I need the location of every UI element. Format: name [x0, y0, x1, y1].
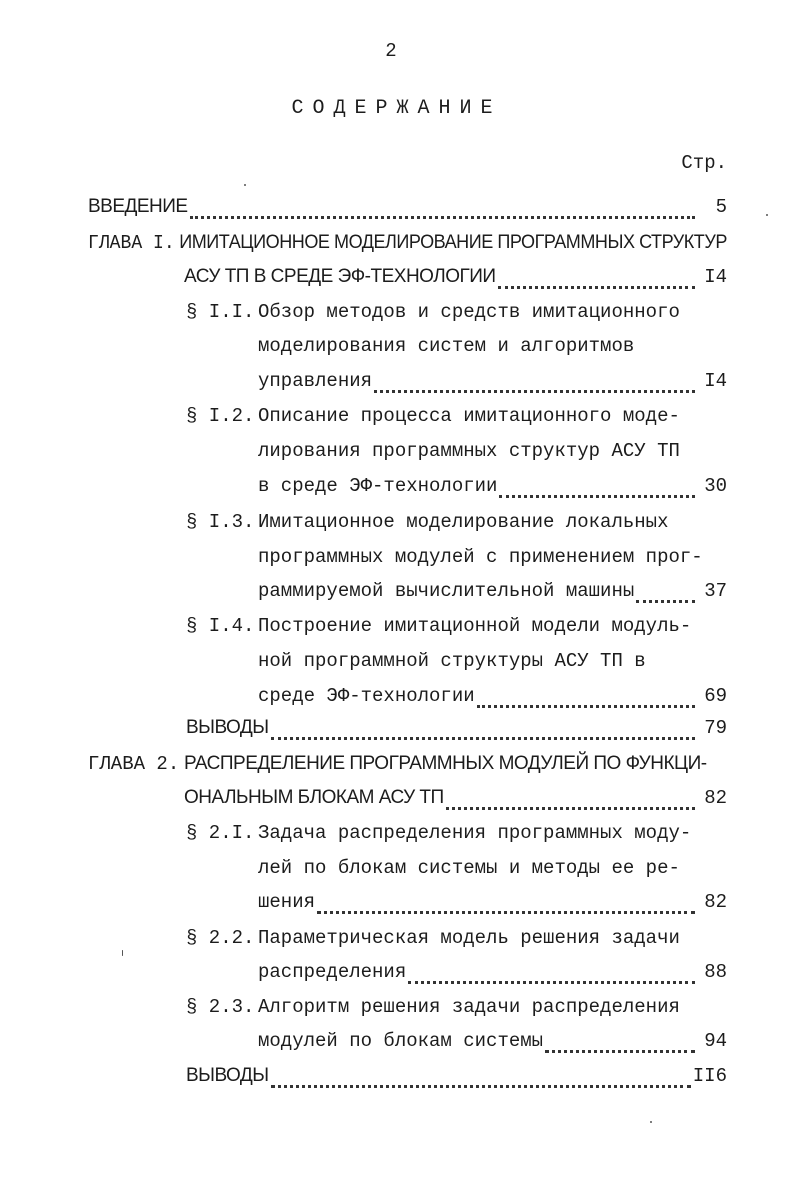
toc-entry-intro: [88, 195, 727, 219]
dot-leader: [636, 590, 695, 603]
section-title-cont: среде ЭФ-технологии: [258, 685, 475, 707]
toc-section-1-2-line2: [258, 439, 680, 463]
section-title: Имитационное моделирование локальных: [258, 511, 669, 533]
toc-section-2-1-line3: [258, 890, 727, 914]
section-title: Параметрическая модель решения задачи: [258, 927, 680, 949]
section-title-cont: шения: [258, 891, 316, 913]
toc-heading: СОДЕРЖАНИЕ: [291, 97, 502, 120]
section-title: Алгоритм решения задачи распределения: [258, 996, 680, 1018]
dot-leader: [190, 206, 695, 219]
section-title: Описание процесса имитационного моде-: [258, 405, 680, 427]
dot-leader: [545, 1040, 695, 1053]
dot-leader: [271, 727, 695, 740]
toc-chapter-1-conclusions: [186, 716, 727, 740]
section-title-cont: лирования программных структур АСУ ТП: [258, 440, 680, 462]
section-title-cont: управления: [258, 370, 373, 392]
toc-section-1-3-line2: [258, 545, 703, 569]
toc-section-1-1-line2: [258, 334, 634, 358]
toc-section-2-2: [186, 926, 680, 950]
toc-chapter-2-line2: [184, 786, 727, 810]
chapter-title-cont: ОНАЛЬНЫМ БЛОКАМ АСУ ТП: [184, 787, 444, 808]
section-number: § I.I.: [186, 301, 255, 323]
toc-chapter-1-line2: [184, 265, 727, 289]
toc-page-number: II6: [692, 1065, 727, 1087]
section-title-cont: моделирования систем и алгоритмов: [258, 335, 635, 357]
conclusions-title: ВЫВОДЫ: [186, 1065, 269, 1086]
section-title: Построение имитационной модели модуль-: [258, 615, 692, 637]
toc-page-number: I4: [704, 266, 727, 288]
section-title: Задача распределения программных моду-: [258, 822, 692, 844]
chapter-title-cont: АСУ ТП В СРЕДЕ ЭФ-ТЕХНОЛОГИИ: [184, 266, 496, 287]
dot-leader: [498, 276, 695, 289]
toc-section-1-3-line3: [258, 579, 727, 603]
scan-speck: [244, 184, 246, 186]
toc-section-1-4-line2: [258, 649, 646, 673]
scan-speck: [122, 950, 123, 956]
section-title-cont: ной программной структуры АСУ ТП в: [258, 650, 646, 672]
toc-page-number: 69: [704, 685, 727, 707]
dot-leader: [499, 485, 695, 498]
toc-section-1-2: [186, 404, 680, 428]
conclusions-title: ВЫВОДЫ: [186, 717, 269, 738]
section-title-cont: распределения: [258, 961, 407, 983]
toc-section-1-4: [186, 614, 691, 638]
toc-page-number: I4: [704, 370, 727, 392]
dot-leader: [317, 901, 695, 914]
section-title-cont: лей по блокам системы и методы ее ре-: [258, 857, 680, 879]
toc-page-number: 94: [704, 1030, 727, 1052]
toc-section-2-1-line2: [258, 856, 680, 880]
toc-page-number: 82: [704, 891, 727, 913]
section-title-cont: в среде ЭФ-технологии: [258, 475, 498, 497]
toc-page-number: 30: [704, 475, 727, 497]
toc-section-2-2-line2: [258, 960, 727, 984]
toc-page-number: 79: [704, 717, 727, 739]
dot-leader: [408, 971, 695, 984]
dot-leader: [477, 695, 695, 708]
section-number: § I.3.: [186, 511, 255, 533]
toc-chapter-2-line1: [88, 752, 707, 776]
page-number: 2: [385, 40, 397, 62]
toc-chapter-2-conclusions: [186, 1064, 727, 1088]
chapter-number: ГЛАВА 2.: [88, 753, 180, 775]
toc-section-1-4-line3: [258, 684, 727, 708]
toc-page-number: 5: [715, 196, 727, 218]
toc-entry-title: ВВЕДЕНИЕ: [88, 196, 188, 217]
chapter-title: ИМИТАЦИОННОЕ МОДЕЛИРОВАНИЕ ПРОГРАММНЫХ СТРУКТУР: [179, 232, 727, 253]
scan-speck: [766, 214, 768, 216]
dot-leader: [446, 797, 695, 810]
toc-chapter-1-line1: [88, 231, 727, 255]
chapter-title: РАСПРЕДЕЛЕНИЕ ПРОГРАММНЫХ МОДУЛЕЙ ПО ФУНКЦИ-: [184, 753, 707, 774]
section-title-cont: программных модулей с применением прог-: [258, 546, 703, 568]
section-number: § I.4.: [186, 615, 255, 637]
section-number: § 2.I.: [186, 822, 255, 844]
section-number: § I.2.: [186, 405, 255, 427]
dot-leader: [271, 1075, 691, 1088]
toc-page-number: 82: [704, 787, 727, 809]
toc-section-2-3-line2: [258, 1029, 727, 1053]
chapter-number: ГЛАВА I.: [88, 232, 175, 254]
toc-section-1-3: [186, 510, 668, 534]
toc-section-1-1-line3: [258, 369, 727, 393]
page-column-label: Стр.: [681, 152, 727, 174]
dot-leader: [374, 380, 695, 393]
toc-section-2-3: [186, 995, 680, 1019]
section-title-cont: модулей по блокам системы: [258, 1030, 544, 1052]
toc-section-1-1: [186, 300, 680, 324]
toc-section-2-1: [186, 821, 691, 845]
scan-speck: [650, 1121, 652, 1123]
section-number: § 2.2.: [186, 927, 255, 949]
toc-section-1-2-line3: [258, 474, 727, 498]
section-number: § 2.3.: [186, 996, 255, 1018]
toc-page-number: 88: [704, 961, 727, 983]
toc-page-number: 37: [704, 580, 727, 602]
section-title-cont: раммируемой вычислительной машины: [258, 580, 635, 602]
section-title: Обзор методов и средств имитационного: [258, 301, 680, 323]
